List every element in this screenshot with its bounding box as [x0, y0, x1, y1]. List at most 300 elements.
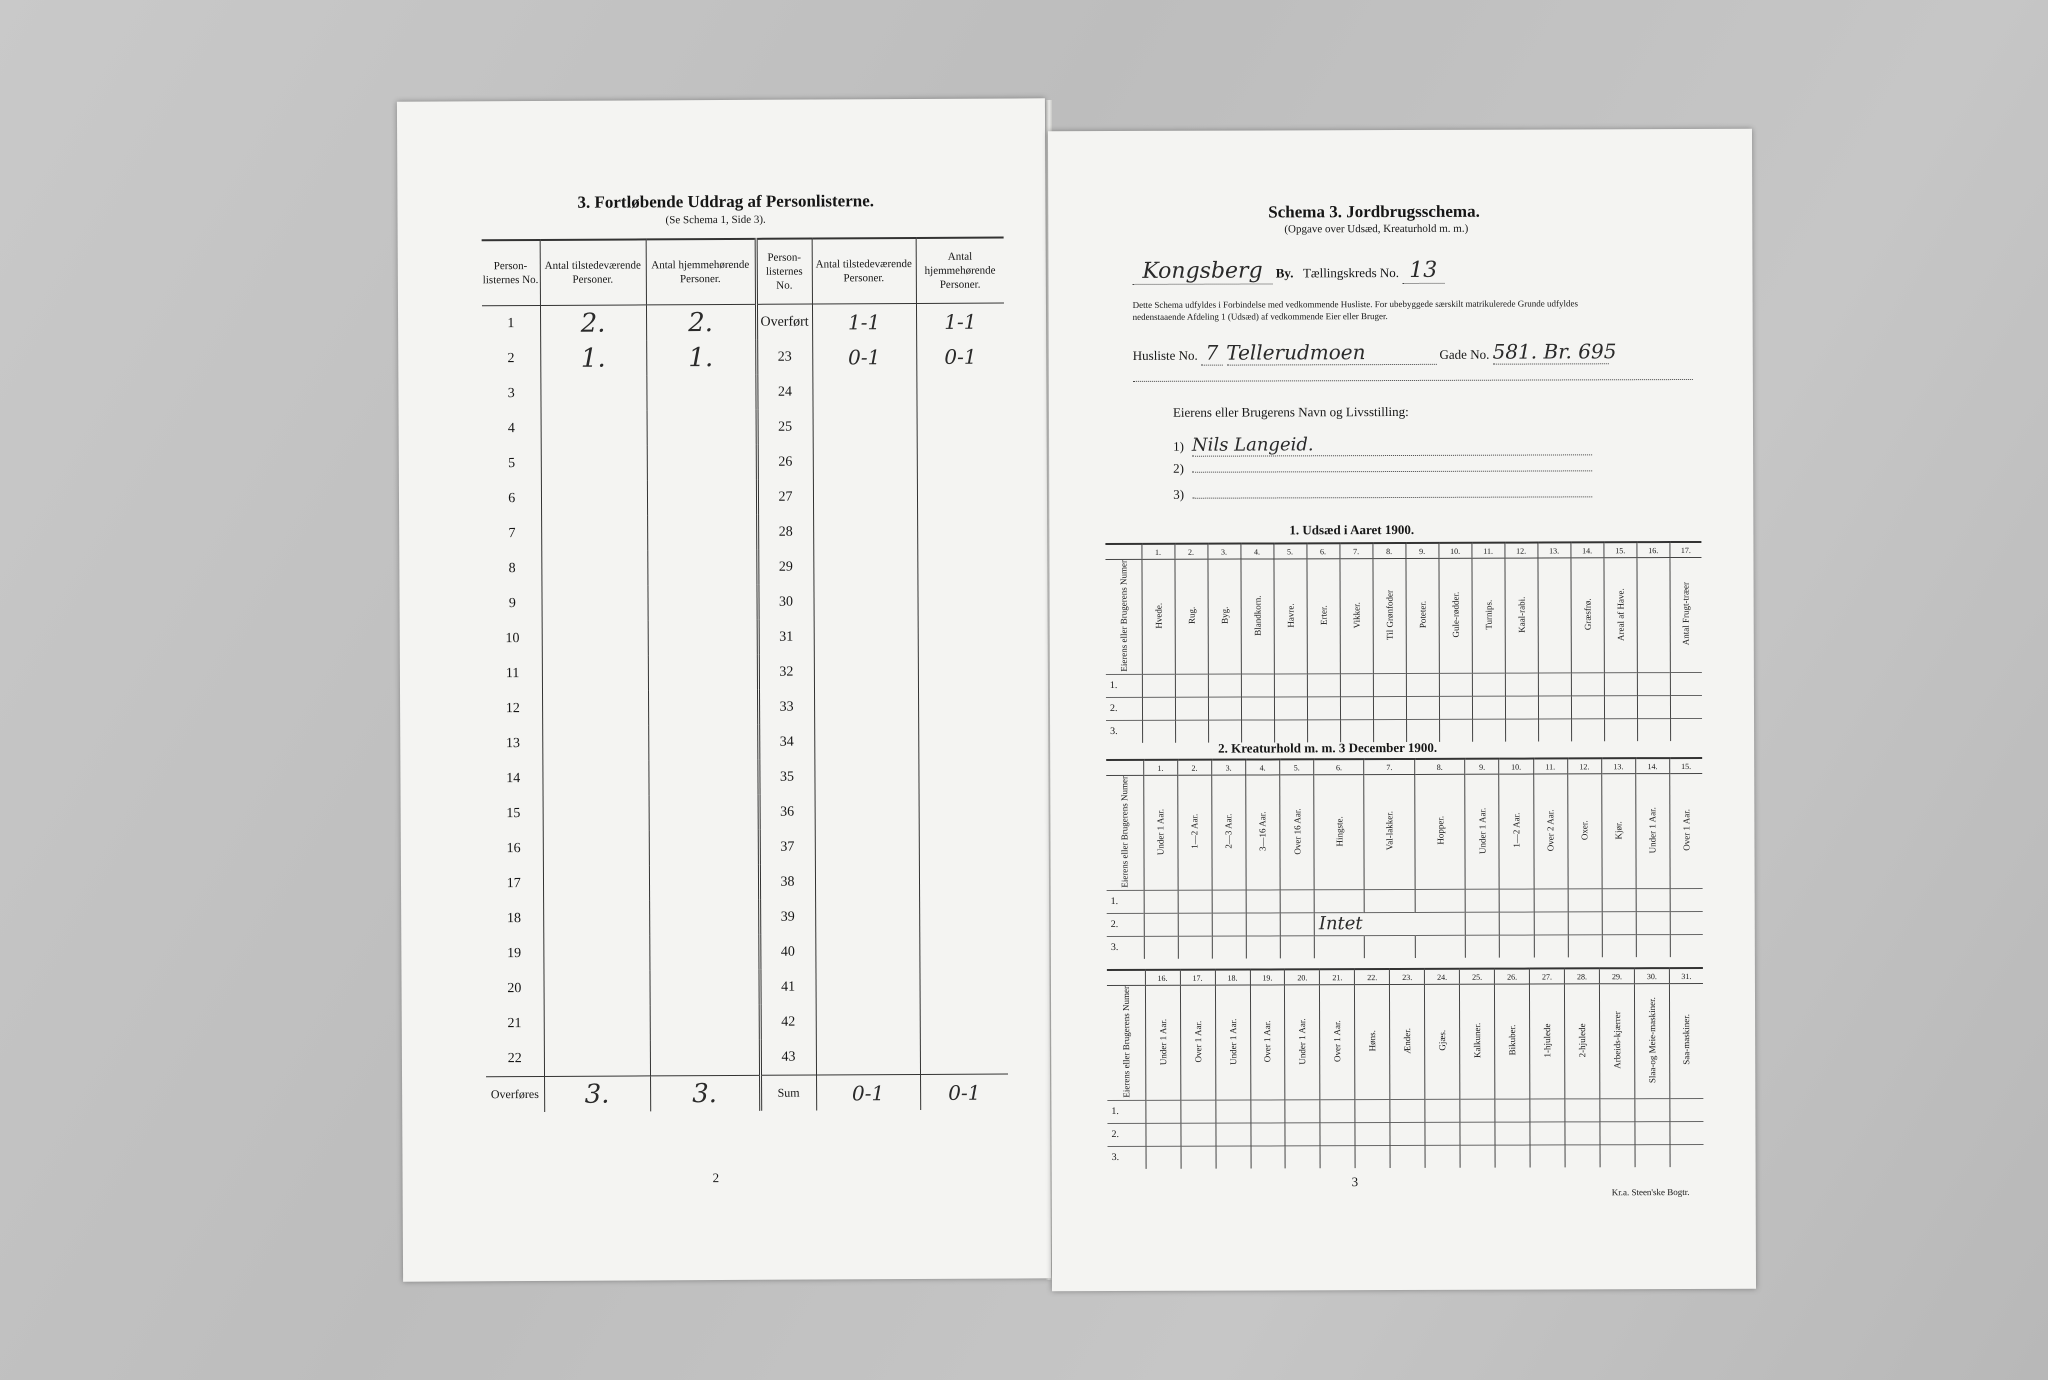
column-header — [1533, 774, 1567, 889]
column-header — [1670, 773, 1703, 888]
resident-count — [647, 515, 757, 551]
column-number: 15. — [1604, 542, 1637, 558]
table-cell — [1180, 1100, 1215, 1123]
column-header-label: Hvede. — [1153, 602, 1164, 629]
column-header — [1495, 984, 1530, 1099]
table-cell — [1565, 1099, 1600, 1122]
present-count — [541, 585, 647, 621]
column-header-label: 2-hjulede — [1577, 1023, 1588, 1058]
column-header — [1415, 774, 1466, 889]
column-header — [1635, 774, 1669, 889]
owner-name — [1192, 470, 1592, 472]
table-cell — [1439, 696, 1472, 719]
column-number: 1. — [1141, 544, 1174, 560]
resident-count-2 — [918, 689, 1006, 724]
row-number-2: 30 — [757, 585, 813, 620]
row-number-2: 23 — [756, 340, 812, 375]
row-number: 3. — [1106, 720, 1142, 743]
present-count-2: 0-1 — [812, 339, 916, 375]
table-cell — [1212, 890, 1246, 913]
row-number: 3 — [507, 385, 515, 401]
present-count-2: 1-1 — [812, 303, 916, 339]
row-number: 4 — [507, 420, 515, 436]
table-cell — [1355, 1099, 1390, 1122]
row-number: 1. — [1106, 674, 1142, 697]
column-header — [1604, 558, 1637, 673]
column-header-label: Byg. — [1219, 606, 1230, 625]
column-header-label: Poteter. — [1417, 601, 1428, 629]
town-handwritten: Kongsberg — [1132, 258, 1272, 284]
table-cell — [1530, 1099, 1565, 1122]
table-row — [1108, 1144, 1704, 1169]
column-number: 19. — [1250, 969, 1285, 985]
livestock-note: Intet — [1318, 913, 1363, 935]
column-number: 30. — [1634, 968, 1669, 984]
table-cell — [1568, 935, 1602, 958]
table-cell — [1307, 673, 1340, 696]
column-number: 25. — [1460, 969, 1495, 985]
column-header — [1637, 558, 1670, 673]
column-number: 3. — [1207, 544, 1240, 560]
table-cell — [1314, 889, 1364, 912]
column-header-label: Blandkorn. — [1252, 595, 1263, 636]
column-number: 14. — [1635, 758, 1669, 774]
husliste-value: 7 — [1201, 341, 1223, 366]
column-header-label: Kjør. — [1613, 820, 1624, 840]
table-cell — [1175, 720, 1208, 743]
col-header-no: Person-listernes No. — [482, 240, 540, 306]
row-number: 7 — [508, 525, 516, 541]
column-number: 9. — [1465, 759, 1499, 775]
table-cell — [1285, 1146, 1320, 1169]
resident-count-2 — [918, 724, 1006, 759]
table-cell — [1246, 913, 1280, 936]
column-header — [1212, 775, 1246, 890]
page-number-left: 2 — [712, 1170, 720, 1186]
column-header-label: 1—2 Aar. — [1511, 812, 1522, 848]
resident-count — [650, 1040, 760, 1076]
table-cell — [1670, 1144, 1704, 1167]
table-cell — [1500, 912, 1534, 935]
row-number: 1 — [507, 315, 515, 331]
table-row — [1107, 888, 1703, 913]
table-cell — [1670, 718, 1702, 741]
column-number: 15. — [1669, 758, 1702, 774]
table-row — [482, 303, 1004, 341]
present-count — [541, 515, 647, 551]
column-header — [1390, 984, 1425, 1099]
column-number: 28. — [1564, 968, 1599, 984]
owner-number: 2) — [1173, 460, 1185, 476]
table-cell — [1241, 720, 1274, 743]
table-cell — [1314, 935, 1364, 958]
column-number: 31. — [1669, 968, 1703, 984]
table-row — [1106, 695, 1702, 720]
table-cell — [1215, 1123, 1250, 1146]
table-cell — [1670, 672, 1702, 695]
present-count — [542, 690, 648, 726]
column-header — [1320, 985, 1355, 1100]
owner-name: Nils Langeid. — [1192, 433, 1592, 456]
column-header — [1107, 985, 1146, 1100]
table-cell — [1280, 890, 1314, 913]
column-header — [1250, 985, 1285, 1100]
table-row — [484, 724, 1006, 762]
table-row — [1107, 911, 1703, 936]
present-count — [541, 445, 647, 481]
table-cell — [1320, 1122, 1355, 1145]
table-row — [1107, 1098, 1703, 1123]
table-cell — [1415, 935, 1466, 958]
row-number: Overføres — [486, 1076, 544, 1112]
table-cell — [1390, 1145, 1425, 1168]
owner-line — [1173, 459, 1592, 476]
column-number — [1106, 760, 1143, 776]
resident-count: 3. — [650, 1075, 760, 1111]
owner-number: 3) — [1173, 486, 1185, 502]
left-page — [397, 98, 1051, 1281]
table-cell — [1390, 1099, 1425, 1122]
table-cell — [1534, 912, 1568, 935]
row-number: 16 — [506, 840, 521, 856]
present-count-2 — [814, 759, 918, 795]
row-number: 2. — [1106, 697, 1142, 720]
table-cell — [1175, 674, 1208, 697]
table-cell — [1146, 1123, 1181, 1146]
resident-count — [647, 445, 757, 481]
table-row — [1107, 1121, 1703, 1146]
table-cell — [1373, 673, 1406, 696]
table-cell — [1670, 911, 1703, 934]
resident-count — [648, 760, 758, 796]
table-cell — [1320, 1145, 1355, 1168]
resident-count — [646, 375, 756, 411]
column-number — [1105, 544, 1141, 560]
row-number-2: 31 — [758, 620, 814, 655]
present-count-2 — [813, 444, 917, 480]
table-row — [485, 794, 1007, 832]
resident-count: 1. — [646, 340, 756, 376]
present-count — [542, 620, 648, 656]
table-cell — [1565, 1145, 1600, 1168]
table-cell — [1212, 936, 1246, 959]
table-cell — [1568, 889, 1602, 912]
present-count-2 — [815, 934, 919, 970]
column-number: 9. — [1406, 543, 1439, 559]
column-header — [1601, 774, 1635, 889]
row-number-2: 28 — [757, 515, 813, 550]
table-cell — [1460, 1145, 1495, 1168]
table-row — [482, 374, 1004, 412]
row-number-2: 43 — [760, 1040, 816, 1076]
column-number: 21. — [1320, 969, 1355, 985]
present-count-2 — [814, 619, 918, 655]
table-cell — [1373, 719, 1406, 742]
row-number-2: 29 — [757, 550, 813, 585]
table-cell — [1178, 936, 1212, 959]
present-count-2 — [814, 654, 918, 690]
resident-count-2 — [918, 654, 1006, 689]
column-number: 12. — [1567, 758, 1601, 774]
resident-count-2 — [917, 514, 1005, 549]
table-cell — [1636, 934, 1670, 957]
column-header — [1145, 985, 1180, 1100]
table-cell — [1538, 696, 1571, 719]
column-header — [1634, 984, 1669, 1099]
column-header-label: 1—2 Aar. — [1189, 814, 1200, 850]
present-count-2 — [816, 1004, 920, 1040]
resident-count-2 — [917, 479, 1005, 514]
table-cell — [1460, 1099, 1495, 1122]
column-header-label: Havre. — [1285, 603, 1296, 628]
column-header-label: Ænder. — [1402, 1027, 1413, 1054]
right-page — [1048, 129, 1756, 1291]
row-number: 8 — [508, 560, 516, 576]
row-number-2: 26 — [757, 445, 813, 480]
resident-count-2 — [918, 619, 1006, 654]
table-cell — [1178, 913, 1212, 936]
resident-count: 2. — [646, 304, 756, 340]
table-cell — [1246, 890, 1280, 913]
present-count — [542, 655, 648, 691]
table-row — [484, 689, 1006, 727]
col-header-resident: Antal hjemmehørende Personer. — [646, 239, 756, 305]
column-header-label: Gule-rødder. — [1450, 591, 1461, 638]
table-row — [486, 1004, 1008, 1042]
resident-count — [647, 550, 757, 586]
row-number-2: 41 — [759, 970, 815, 1005]
by-label: By. — [1275, 265, 1294, 281]
table-row — [483, 514, 1005, 552]
column-header-label: Gjæs. — [1437, 1030, 1448, 1052]
column-header-label: Under 1 Aar. — [1157, 1018, 1168, 1065]
present-count — [541, 550, 647, 586]
column-header-label: Arbeids-kjærrer — [1612, 1011, 1623, 1069]
resident-count-2: 0-1 — [920, 1074, 1008, 1110]
column-header — [1274, 559, 1307, 674]
column-header-label: Græsfrø. — [1582, 598, 1593, 631]
column-header-label: Eierens eller Brugerens Numer — [1120, 985, 1132, 1098]
table-cell — [1500, 935, 1534, 958]
table-cell — [1670, 888, 1703, 911]
column-header — [1241, 559, 1274, 674]
present-count-2 — [815, 829, 919, 865]
present-count: 2. — [540, 305, 646, 341]
left-page-subtitle: (Se Schema 1, Side 3). — [665, 213, 766, 227]
table-cell — [1307, 719, 1340, 742]
column-number: 8. — [1415, 759, 1466, 775]
table-row — [483, 444, 1005, 482]
present-count — [540, 375, 646, 411]
column-number: 1. — [1143, 760, 1177, 776]
column-header — [1460, 984, 1495, 1099]
column-header-label: Kalkuner. — [1472, 1022, 1483, 1059]
column-number: 12. — [1505, 543, 1538, 559]
column-header — [1499, 774, 1533, 889]
table-cell — [1142, 674, 1175, 697]
column-header — [1670, 557, 1702, 672]
table-cell — [1314, 912, 1465, 936]
table-cell — [1320, 1099, 1355, 1122]
table-cell — [1460, 1122, 1495, 1145]
table-row — [485, 829, 1007, 867]
column-number: 13. — [1601, 758, 1635, 774]
table-row — [483, 409, 1005, 447]
row-number-2: 42 — [760, 1005, 816, 1040]
table-cell — [1425, 1122, 1460, 1145]
table-row — [482, 339, 1004, 377]
column-header — [1143, 775, 1177, 890]
column-number: 11. — [1533, 758, 1567, 774]
table-row — [1106, 672, 1702, 697]
person-list-table — [482, 237, 1009, 1113]
table-cell — [1439, 719, 1472, 742]
row-number-2: Overført — [756, 304, 812, 340]
table-cell — [1285, 1100, 1320, 1123]
present-count — [542, 725, 648, 761]
table-cell — [1212, 913, 1246, 936]
column-number: 17. — [1670, 542, 1702, 558]
column-header — [1571, 558, 1604, 673]
district-value: 13 — [1402, 258, 1444, 284]
resident-count-2 — [917, 409, 1005, 444]
table-cell — [1604, 695, 1637, 718]
table-cell — [1538, 719, 1571, 742]
table-cell — [1251, 1146, 1286, 1169]
column-header-label: Turnips. — [1483, 599, 1494, 630]
column-header — [1567, 774, 1601, 889]
column-number: 5. — [1273, 543, 1306, 559]
resident-count-2 — [917, 444, 1005, 479]
row-number-2: 35 — [758, 760, 814, 795]
livestock-table — [1106, 757, 1703, 959]
column-number: 24. — [1425, 969, 1460, 985]
table-cell — [1144, 890, 1178, 913]
table-cell — [1505, 673, 1538, 696]
column-header-label: Eierens eller Brugerens Numer — [1118, 559, 1129, 672]
column-header — [1505, 558, 1538, 673]
column-number: 16. — [1637, 542, 1670, 558]
table-row — [1107, 934, 1703, 959]
present-count-2 — [814, 689, 918, 725]
resident-count — [648, 655, 758, 691]
table-cell — [1216, 1146, 1251, 1169]
present-count-2 — [813, 514, 917, 550]
right-page-title: Schema 3. Jordbrugsschema. — [1268, 201, 1480, 222]
sowing-table — [1105, 541, 1702, 743]
resident-count-2 — [920, 1039, 1008, 1075]
owner-line — [1173, 485, 1592, 502]
column-header — [1215, 985, 1250, 1100]
column-header-label: Under 1 Aar. — [1227, 1018, 1238, 1065]
row-number-2: Sum — [760, 1075, 816, 1111]
table-cell — [1280, 913, 1314, 936]
resident-count-2 — [918, 759, 1006, 794]
row-number: 14 — [506, 770, 521, 786]
column-number: 10. — [1439, 543, 1472, 559]
table-cell — [1571, 719, 1604, 742]
instructions-text: Dette Schema udfyldes i Forbindelse med vedkommende Husliste. For ubebyggede særskilt matrikulerede Grunde udfyldes nedenstaaende Afdeling 1 (Udsæd) af vedkommende Eier eller Bruger. — [1132, 298, 1579, 322]
table-cell — [1274, 697, 1307, 720]
column-number: 2. — [1174, 544, 1207, 560]
table-cell — [1355, 1122, 1390, 1145]
table-cell — [1406, 696, 1439, 719]
table-cell — [1144, 936, 1178, 959]
column-header-label: Under 1 Aar. — [1477, 807, 1488, 854]
resident-count-2 — [919, 864, 1007, 899]
row-number-2: 32 — [758, 655, 814, 690]
table-cell — [1142, 697, 1175, 720]
present-count-2 — [813, 479, 917, 515]
table-cell — [1208, 674, 1241, 697]
column-header-label: Val-lakker. — [1384, 811, 1395, 851]
table-row — [486, 1039, 1008, 1077]
column-number: 4. — [1240, 543, 1273, 559]
present-count-2 — [813, 584, 917, 620]
col-header-present: Antal tilstedeværende Personer. — [540, 239, 646, 305]
resident-count-2 — [916, 374, 1004, 409]
column-header-label: Hingste. — [1334, 815, 1345, 847]
present-count — [543, 970, 649, 1006]
column-header-label: Høns. — [1367, 1030, 1378, 1052]
present-count — [543, 865, 649, 901]
column-header-label: Rug. — [1186, 606, 1197, 625]
present-count — [543, 795, 649, 831]
column-header-label: Hopper. — [1434, 816, 1446, 846]
column-number: 5. — [1280, 759, 1314, 775]
row-number: 6 — [508, 490, 516, 506]
table-cell — [1390, 1122, 1425, 1145]
resident-count — [649, 795, 759, 831]
table-cell — [1530, 1122, 1565, 1145]
table-cell — [1146, 1100, 1181, 1123]
table-row — [485, 934, 1007, 972]
table-cell — [1637, 695, 1670, 718]
column-number — [1107, 970, 1145, 986]
column-header — [1406, 558, 1439, 673]
column-header-label: Erter. — [1318, 605, 1329, 626]
row-number: 9 — [508, 595, 516, 611]
resident-count-2 — [920, 1004, 1008, 1039]
table-cell — [1340, 719, 1373, 742]
column-header-label: Til Grønfoder — [1384, 589, 1395, 640]
column-number: 7. — [1364, 759, 1414, 775]
column-header — [1307, 559, 1340, 674]
column-number: 23. — [1390, 969, 1425, 985]
column-header — [1314, 775, 1365, 890]
table-cell — [1178, 890, 1212, 913]
col-header-present-2: Antal tilstedeværende Personer. — [812, 238, 916, 304]
table-cell — [1208, 720, 1241, 743]
table-cell — [1670, 695, 1702, 718]
table-cell — [1250, 1100, 1285, 1123]
column-header — [1530, 984, 1565, 1099]
table-cell — [1600, 1098, 1635, 1121]
table-cell — [1635, 1144, 1670, 1167]
resident-count-2: 0-1 — [916, 339, 1004, 374]
present-count-2 — [815, 864, 919, 900]
column-number: 29. — [1599, 968, 1634, 984]
table-cell — [1534, 935, 1568, 958]
row-number: 11 — [505, 665, 520, 681]
table-row — [485, 899, 1007, 937]
table-cell — [1565, 1122, 1600, 1145]
column-header-label: Over 16 Aar. — [1291, 808, 1303, 855]
column-header-label: 3—16 Aar. — [1257, 811, 1268, 852]
row-number: 13 — [505, 735, 521, 751]
column-header-label: Bikuber. — [1507, 1025, 1518, 1056]
table-cell — [1538, 673, 1571, 696]
